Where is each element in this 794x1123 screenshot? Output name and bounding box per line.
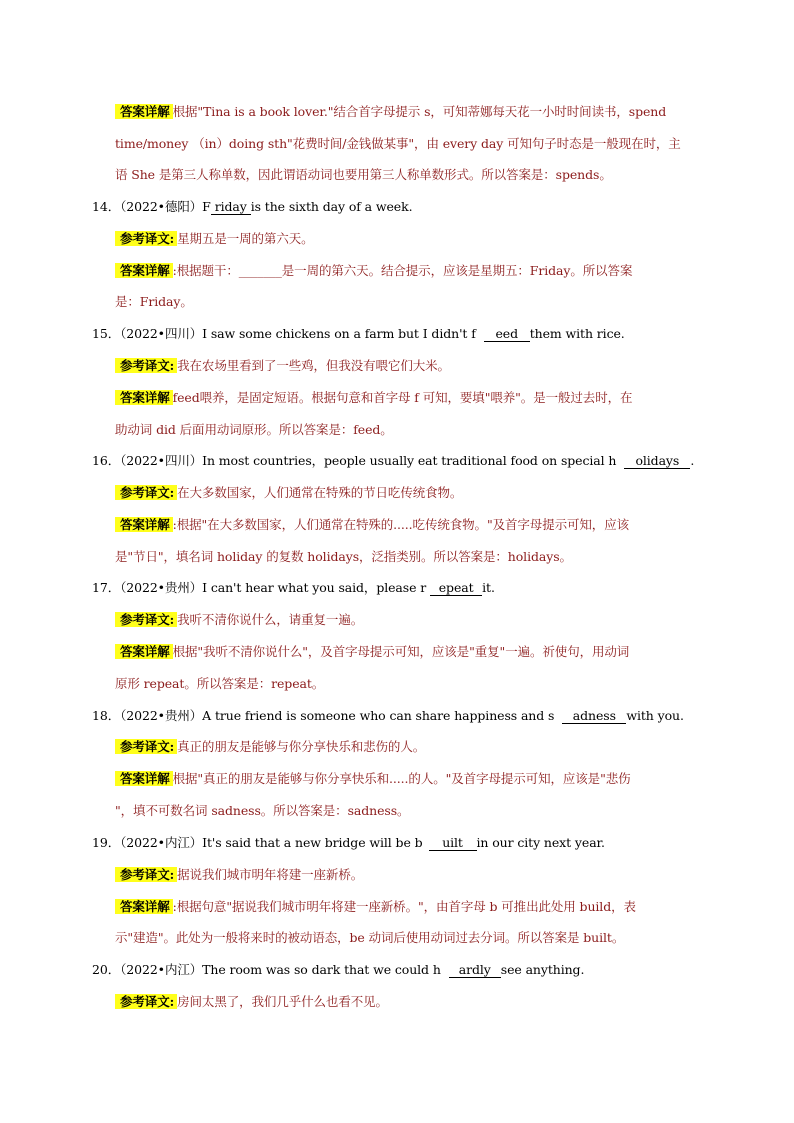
answer-detail-tag: 答案详解 [115, 771, 173, 786]
ref-translation-tag: 参考译文: [115, 612, 177, 627]
answer-detail-tag: 答案详解 [115, 263, 173, 278]
answer-text: 示"建造"。此处为一般将来时的被动语态，be 动词后使用动词过去分词。所以答案是 built。 [115, 930, 625, 945]
answer-detail-line: 答案详解 :根据"在大多数国家，人们通常在特殊的.....吃传统食物。"及首字母提示可知，应该 [115, 517, 629, 533]
translation-line [115, 994, 388, 1010]
translation-line [115, 612, 363, 628]
answer-text: 原形 repeat。所以答案是：repeat。 [115, 676, 325, 691]
ref-translation-tag: 参考译文: [115, 994, 177, 1009]
question-stem: 19．（2022•内江）It's said that a new bridge will be b [92, 835, 423, 850]
answer-blank: olidays [624, 454, 690, 469]
question-18 [92, 708, 684, 724]
question-14 [92, 199, 412, 215]
answer-detail-tag: 答案详解 [115, 644, 173, 659]
ref-translation-tag: 参考译文: [115, 867, 177, 882]
question-stem: 15．（2022•四川）I saw some chickens on a farm but I didn't f [92, 326, 476, 341]
answer-detail-line: 答案详解 :根据题干：_______是一周的第六天。结合提示，应该是星期五：Friday。所以答案 [115, 263, 632, 279]
answer-detail-tag: 答案详解 [115, 390, 173, 405]
answer-blank: riday [211, 200, 251, 215]
answer-text: 语 She 是第三人称单数，因此谓语动词也要用第三人称单数形式。所以答案是：spends。 [115, 167, 612, 182]
translation-text: 真正的朋友是能够与你分享快乐和悲伤的人。 [177, 739, 426, 754]
translation-line [115, 231, 314, 247]
answer-text: 根据"在大多数国家，人们通常在特殊的.....吃传统食物。"及首字母提示可知，应该 [176, 517, 630, 532]
answer-text: 根据句意"据说我们城市明年将建一座新桥。"，由首字母 b 可推出此处用 build，表 [176, 899, 636, 914]
translation-line [115, 739, 425, 755]
question-tail: it. [482, 580, 495, 595]
answer-detail-line [115, 644, 629, 660]
question-stem: 14．（2022•德阳）F [92, 199, 211, 214]
ref-translation-tag: 参考译文: [115, 358, 177, 373]
question-tail: in our city next year. [476, 835, 605, 850]
answer-detail-line: 答案详解 :根据句意"据说我们城市明年将建一座新桥。"，由首字母 b 可推出此处用 build，表 [115, 899, 636, 915]
translation-line [115, 358, 450, 374]
question-stem: 20．（2022•内江）The room was so dark that we could h [92, 962, 441, 977]
translation-line [115, 485, 462, 501]
answer-blank: eed [484, 327, 530, 342]
question-20 [92, 962, 584, 978]
answer-text: 根据题干：_______是一周的第六天。结合提示，应该是星期五：Friday。所以答案 [176, 263, 633, 278]
answer-text: 根据"Tina is a book lover."结合首字母提示 s，可知蒂娜每天花一小时时间读书，spend [172, 104, 667, 119]
question-tail: with you. [626, 708, 684, 723]
ref-translation-tag: 参考译文: [115, 739, 177, 754]
ref-translation-tag: 参考译文: [115, 485, 177, 500]
answer-detail-tag: 答案详解 [115, 104, 173, 119]
translation-line [115, 867, 363, 883]
answer-detail-tag: 答案详解 [115, 899, 173, 914]
answer-text: 根据"真正的朋友是能够与你分享快乐和.....的人。"及首字母提示可知，应该是"悲伤 [172, 771, 631, 786]
translation-text: 星期五是一周的第六天。 [177, 231, 314, 246]
answer-detail-line [115, 104, 666, 120]
answer-blank: adness [562, 709, 626, 724]
question-15 [92, 326, 625, 342]
answer-text: 是：Friday。 [115, 294, 193, 309]
question-tail: . [690, 453, 695, 468]
answer-text: 助动词 did 后面用动词原形。所以答案是：feed。 [115, 422, 393, 437]
translation-text: 我听不清你说什么，请重复一遍。 [177, 612, 364, 627]
answer-text: 是"节日"，填名词 holiday 的复数 holidays，泛指类别。所以答案是：holidays。 [115, 549, 572, 564]
translation-text: 房间太黑了，我们几乎什么也看不见。 [177, 994, 388, 1009]
question-tail: see anything. [500, 962, 585, 977]
question-stem: 16．（2022•四川）In most countries，people usually eat traditional food on special h [92, 453, 617, 468]
question-stem: 18．（2022•贵州）A true friend is someone who can share happiness and s [92, 708, 555, 723]
question-19 [92, 835, 605, 851]
question-16 [92, 453, 694, 469]
translation-text: 据说我们城市明年将建一座新桥。 [177, 867, 364, 882]
answer-text: 根据"我听不清你说什么"，及首字母提示可知，应该是"重复"一遍。祈使句，用动词 [172, 644, 630, 659]
question-stem: 17．（2022•贵州）I can't hear what you said，please r [92, 580, 427, 595]
question-tail: them with rice. [529, 326, 625, 341]
question-17 [92, 580, 495, 596]
ref-translation-tag: 参考译文: [115, 231, 177, 246]
answer-detail-line [115, 390, 632, 406]
answer-detail-tag: 答案详解 [115, 517, 173, 532]
answer-text: feed喂养，是固定短语。根据句意和首字母 f 可知，要填"喂养"。是一般过去时，在 [172, 390, 633, 405]
answer-blank: epeat [430, 581, 482, 596]
answer-text: "，填不可数名词 sadness。所以答案是：sadness。 [115, 803, 410, 818]
answer-text: time/money （in）doing sth"花费时间/金钱做某事"，由 every day 可知句子时态是一般现在时，主 [115, 136, 681, 151]
translation-text: 在大多数国家，人们通常在特殊的节日吃传统食物。 [177, 485, 463, 500]
answer-detail-line [115, 771, 631, 787]
translation-text: 我在农场里看到了一些鸡，但我没有喂它们大米。 [177, 358, 450, 373]
answer-blank: ardly [449, 963, 501, 978]
answer-blank: uilt [429, 836, 477, 851]
question-tail: is the sixth day of a week. [250, 199, 413, 214]
